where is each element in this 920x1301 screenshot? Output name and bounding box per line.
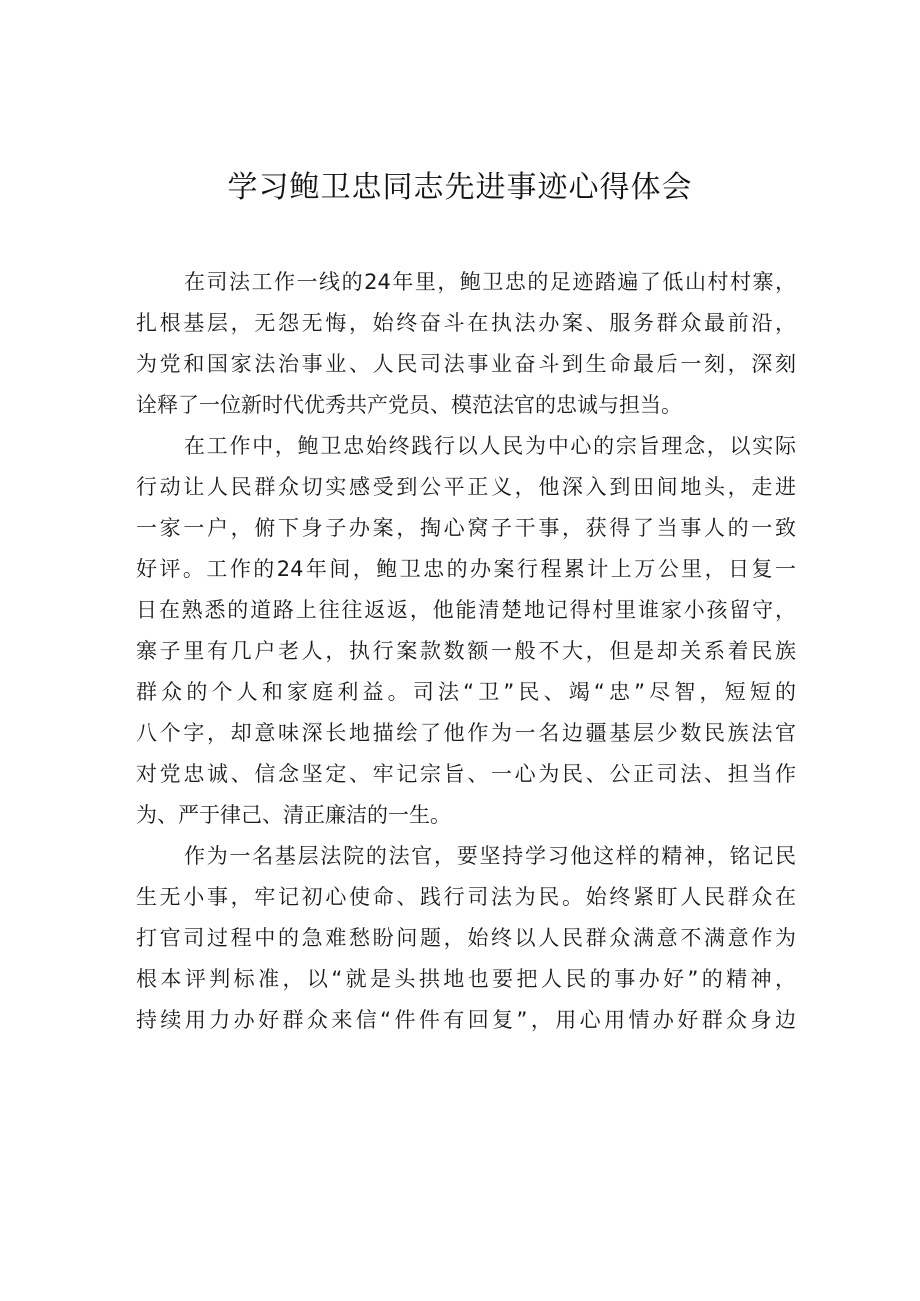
- paragraph-line: 日在熟悉的道路上往往返返，他能清楚地记得村里谁家小孩留守，: [136, 598, 796, 622]
- paragraph-line: 扎根基层，无怨无悔，始终奋斗在执法办案、服务群众最前沿，: [136, 311, 796, 335]
- paragraph-line: 在工作中，鲍卫忠始终践行以人民为中心的宗旨理念，以实际: [184, 434, 796, 458]
- paragraph-line: 打官司过程中的急难愁盼问题，始终以人民群众满意不满意作为: [136, 926, 796, 950]
- paragraph-3: [136, 836, 796, 1041]
- document-title: 学习鲍卫忠同志先进事迹心得体会: [227, 170, 693, 205]
- paragraph-2: [136, 426, 796, 836]
- paragraph-line: 持续用力办好群众来信“件件有回复”，用心用情办好群众身边: [136, 1008, 796, 1032]
- paragraph-line: 好评。工作的24年间，鲍卫忠的办案行程累计上万公里，日复一: [136, 557, 796, 581]
- paragraph-line: 行动让人民群众切实感受到公平正义，他深入到田间地头，走进: [136, 475, 796, 499]
- paragraph-line: 根本评判标准，以“就是头拱地也要把人民的事办好”的精神，: [136, 967, 796, 991]
- paragraph-line: 在司法工作一线的24年里，鲍卫忠的足迹踏遍了低山村村寨，: [184, 270, 796, 294]
- paragraph-line: 一家一户，俯下身子办案，掏心窝子干事，获得了当事人的一致: [136, 516, 796, 540]
- paragraph-line: 为党和国家法治事业、人民司法事业奋斗到生命最后一刻，深刻: [136, 352, 796, 376]
- paragraph-line: 诠释了一位新时代优秀共产党员、模范法官的忠诚与担当。: [136, 393, 682, 417]
- paragraph-line: 群众的个人和家庭利益。司法“卫”民、竭“忠”尽智，短短的: [136, 680, 796, 704]
- paragraph-line: 八个字，却意味深长地描绘了他作为一名边疆基层少数民族法官: [136, 721, 796, 745]
- paragraph-line: 生无小事，牢记初心使命、践行司法为民。始终紧盯人民群众在: [136, 885, 796, 909]
- paragraph-line: 作为一名基层法院的法官，要坚持学习他这样的精神，铭记民: [184, 844, 796, 868]
- document-body: [136, 262, 796, 1041]
- paragraph-line: 对党忠诚、信念坚定、牢记宗旨、一心为民、公正司法、担当作: [136, 762, 796, 786]
- paragraph-1: [136, 262, 796, 426]
- paragraph-line: 为、严于律己、清正廉洁的一生。: [136, 803, 451, 827]
- paragraph-line: 寨子里有几户老人，执行案款数额一般不大，但是却关系着民族: [136, 639, 796, 663]
